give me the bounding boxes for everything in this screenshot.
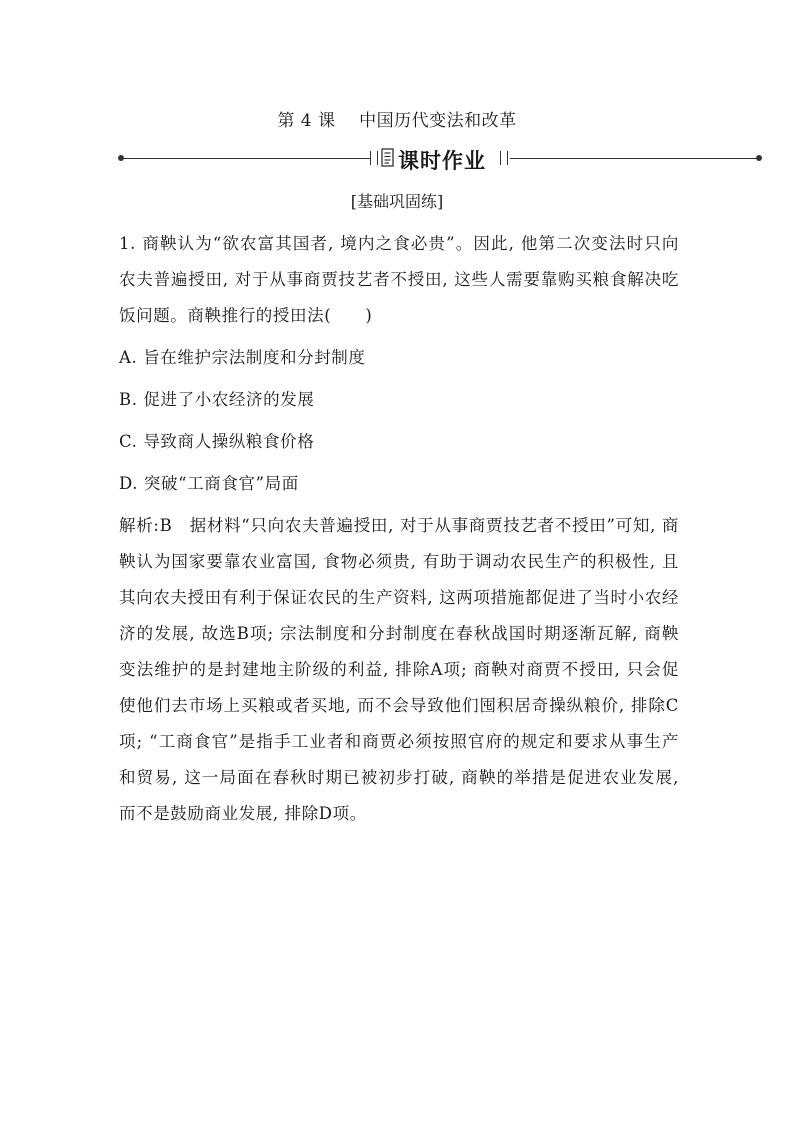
lesson-title: 第 4 课 中国历代变法和改革 <box>277 111 517 131</box>
book-icon <box>380 148 396 168</box>
section-label: [基础巩固练] <box>350 192 444 211</box>
banner-left-rule <box>122 158 370 159</box>
banner-heading: 课时作业 <box>398 149 486 173</box>
banner-right-rule <box>510 158 756 159</box>
option-b: B. 促进了小农经济的发展 <box>119 390 315 409</box>
option-a: A. 旨在维护宗法制度和分封制度 <box>119 348 366 367</box>
banner-right-dot <box>756 155 762 161</box>
question-stem: 1. 商鞅认为“欲农富其国者, 境内之食必贵”。因此, 他第二次变法时只向农夫普遍授田, 对于从事商贾技艺者不授田, 这些人需要靠购买粮食解决吃饭问题。商鞅推行的授田法( ) <box>119 234 679 325</box>
homework-banner <box>118 146 762 172</box>
answer-analysis: 解析:B 据材料“只向农夫普遍授田, 对于从事商贾技艺者不授田”可知, 商鞅认为国家要靠农业富国, 食物必须贵, 有助于调动农民生产的积极性, 且其向农夫授田有利于保证农民的生产资料, 这两项措施都促进了当时小农经济的发展, 故选B项; 宗法制度和分封制度在春秋战国时期逐渐瓦解, 商鞅变法维护的是封建地主阶级的利益, 排除A项; 商鞅对商贾不授田, 只会促使他们去市场上买粮或者买地, 而不会导致他们囤积居奇操纵粮价, 排除C项; “工商食官”是指手工业者和商贾必须按照官府的规定和要求从事生产和贸易, 这一局面在春秋时期已被初步打破, 商鞅的举措是促进农业发展, 而不是鼓励商业发展, 排除D项。 <box>119 516 679 823</box>
banner-right-bars <box>500 151 508 165</box>
option-d: D. 突破“工商食官”局面 <box>119 474 299 493</box>
option-c: C. 导致商人操纵粮食价格 <box>119 432 315 451</box>
question-block <box>119 226 679 832</box>
banner-left-bars <box>370 151 378 165</box>
